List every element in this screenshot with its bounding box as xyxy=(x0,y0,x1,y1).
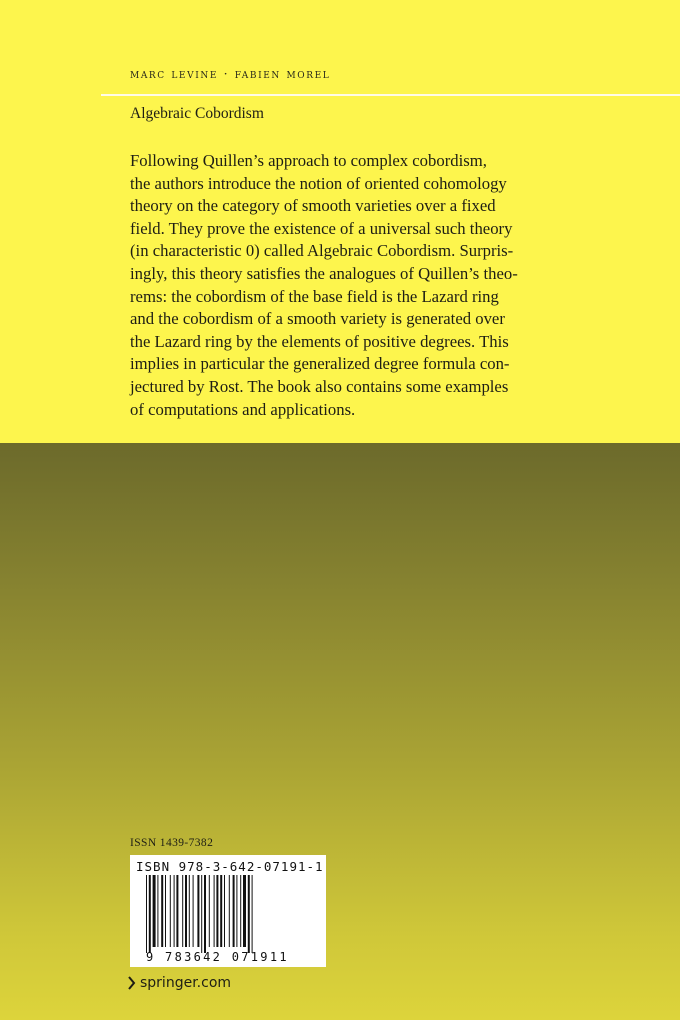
barcode-bar xyxy=(182,875,183,947)
barcode-bar xyxy=(220,875,222,947)
blurb-line: theory on the category of smooth varieties over a fixed xyxy=(130,196,496,216)
blurb-line: rems: the cobordism of the base field is the Lazard ring xyxy=(130,286,499,306)
barcode-bar xyxy=(224,875,225,947)
bottom-band xyxy=(0,443,680,1020)
barcode-bar xyxy=(161,875,163,947)
blurb-line: field. They prove the existence of a universal such theory xyxy=(130,218,513,238)
barcode-bar xyxy=(236,875,237,947)
issn: ISSN 1439-7382 xyxy=(130,837,214,849)
barcode-bars xyxy=(146,875,316,953)
blurb-line: ingly, this theory satisfies the analogues of Quillen’s theo- xyxy=(130,263,518,283)
barcode-bar xyxy=(229,875,230,947)
book-title: Algebraic Cobordism xyxy=(130,105,264,122)
authors: marc levine · fabien morel xyxy=(130,66,331,81)
barcode-bar xyxy=(201,875,202,953)
barcode-bar xyxy=(165,875,166,947)
blurb-line: Following Quillen’s approach to complex cobordism, xyxy=(130,151,487,170)
barcode-bar xyxy=(185,875,187,947)
isbn-text: ISBN 978-3-642-07191-1 xyxy=(136,859,324,874)
barcode-bar xyxy=(197,875,199,947)
blurb-line: implies in particular the generalized degree formula con- xyxy=(130,354,510,374)
publisher-link-text: springer.com xyxy=(140,975,232,991)
barcode-bar xyxy=(176,875,178,947)
barcode-bar xyxy=(193,875,194,947)
barcode-bar xyxy=(252,875,253,953)
blurb-line: and the cobordism of a smooth variety is generated over xyxy=(130,309,505,329)
barcode-bar xyxy=(149,875,151,953)
barcode-bar xyxy=(240,875,241,947)
barcode-bar xyxy=(174,875,175,947)
blurb xyxy=(130,150,560,421)
publisher-link[interactable] xyxy=(128,975,231,991)
barcode-bar xyxy=(214,875,215,947)
barcode-bar xyxy=(170,875,171,947)
barcode xyxy=(130,855,326,967)
ean-text: 9 783642 071911 xyxy=(146,950,289,964)
barcode-bar xyxy=(189,875,190,947)
blurb-line: jectured by Rost. The book also contains some examples xyxy=(130,376,509,396)
divider-rule xyxy=(101,94,680,96)
barcode-bar xyxy=(243,875,246,947)
barcode-bar xyxy=(157,875,158,947)
barcode-bar xyxy=(216,875,218,947)
blurb-line: the Lazard ring by the elements of positive degrees. This xyxy=(130,331,509,351)
chevron-right-icon xyxy=(128,976,136,990)
barcode-bar xyxy=(204,875,206,953)
blurb-line: the authors introduce the notion of oriented cohomology xyxy=(130,173,507,193)
blurb-line: (in characteristic 0) called Algebraic Cobordism. Surpris- xyxy=(130,241,514,261)
barcode-bar xyxy=(248,875,250,953)
blurb-line: of computations and applications. xyxy=(130,399,356,419)
barcode-bar xyxy=(146,875,147,953)
barcode-bar xyxy=(153,875,156,947)
barcode-bar xyxy=(209,875,210,947)
barcode-bar xyxy=(233,875,235,947)
